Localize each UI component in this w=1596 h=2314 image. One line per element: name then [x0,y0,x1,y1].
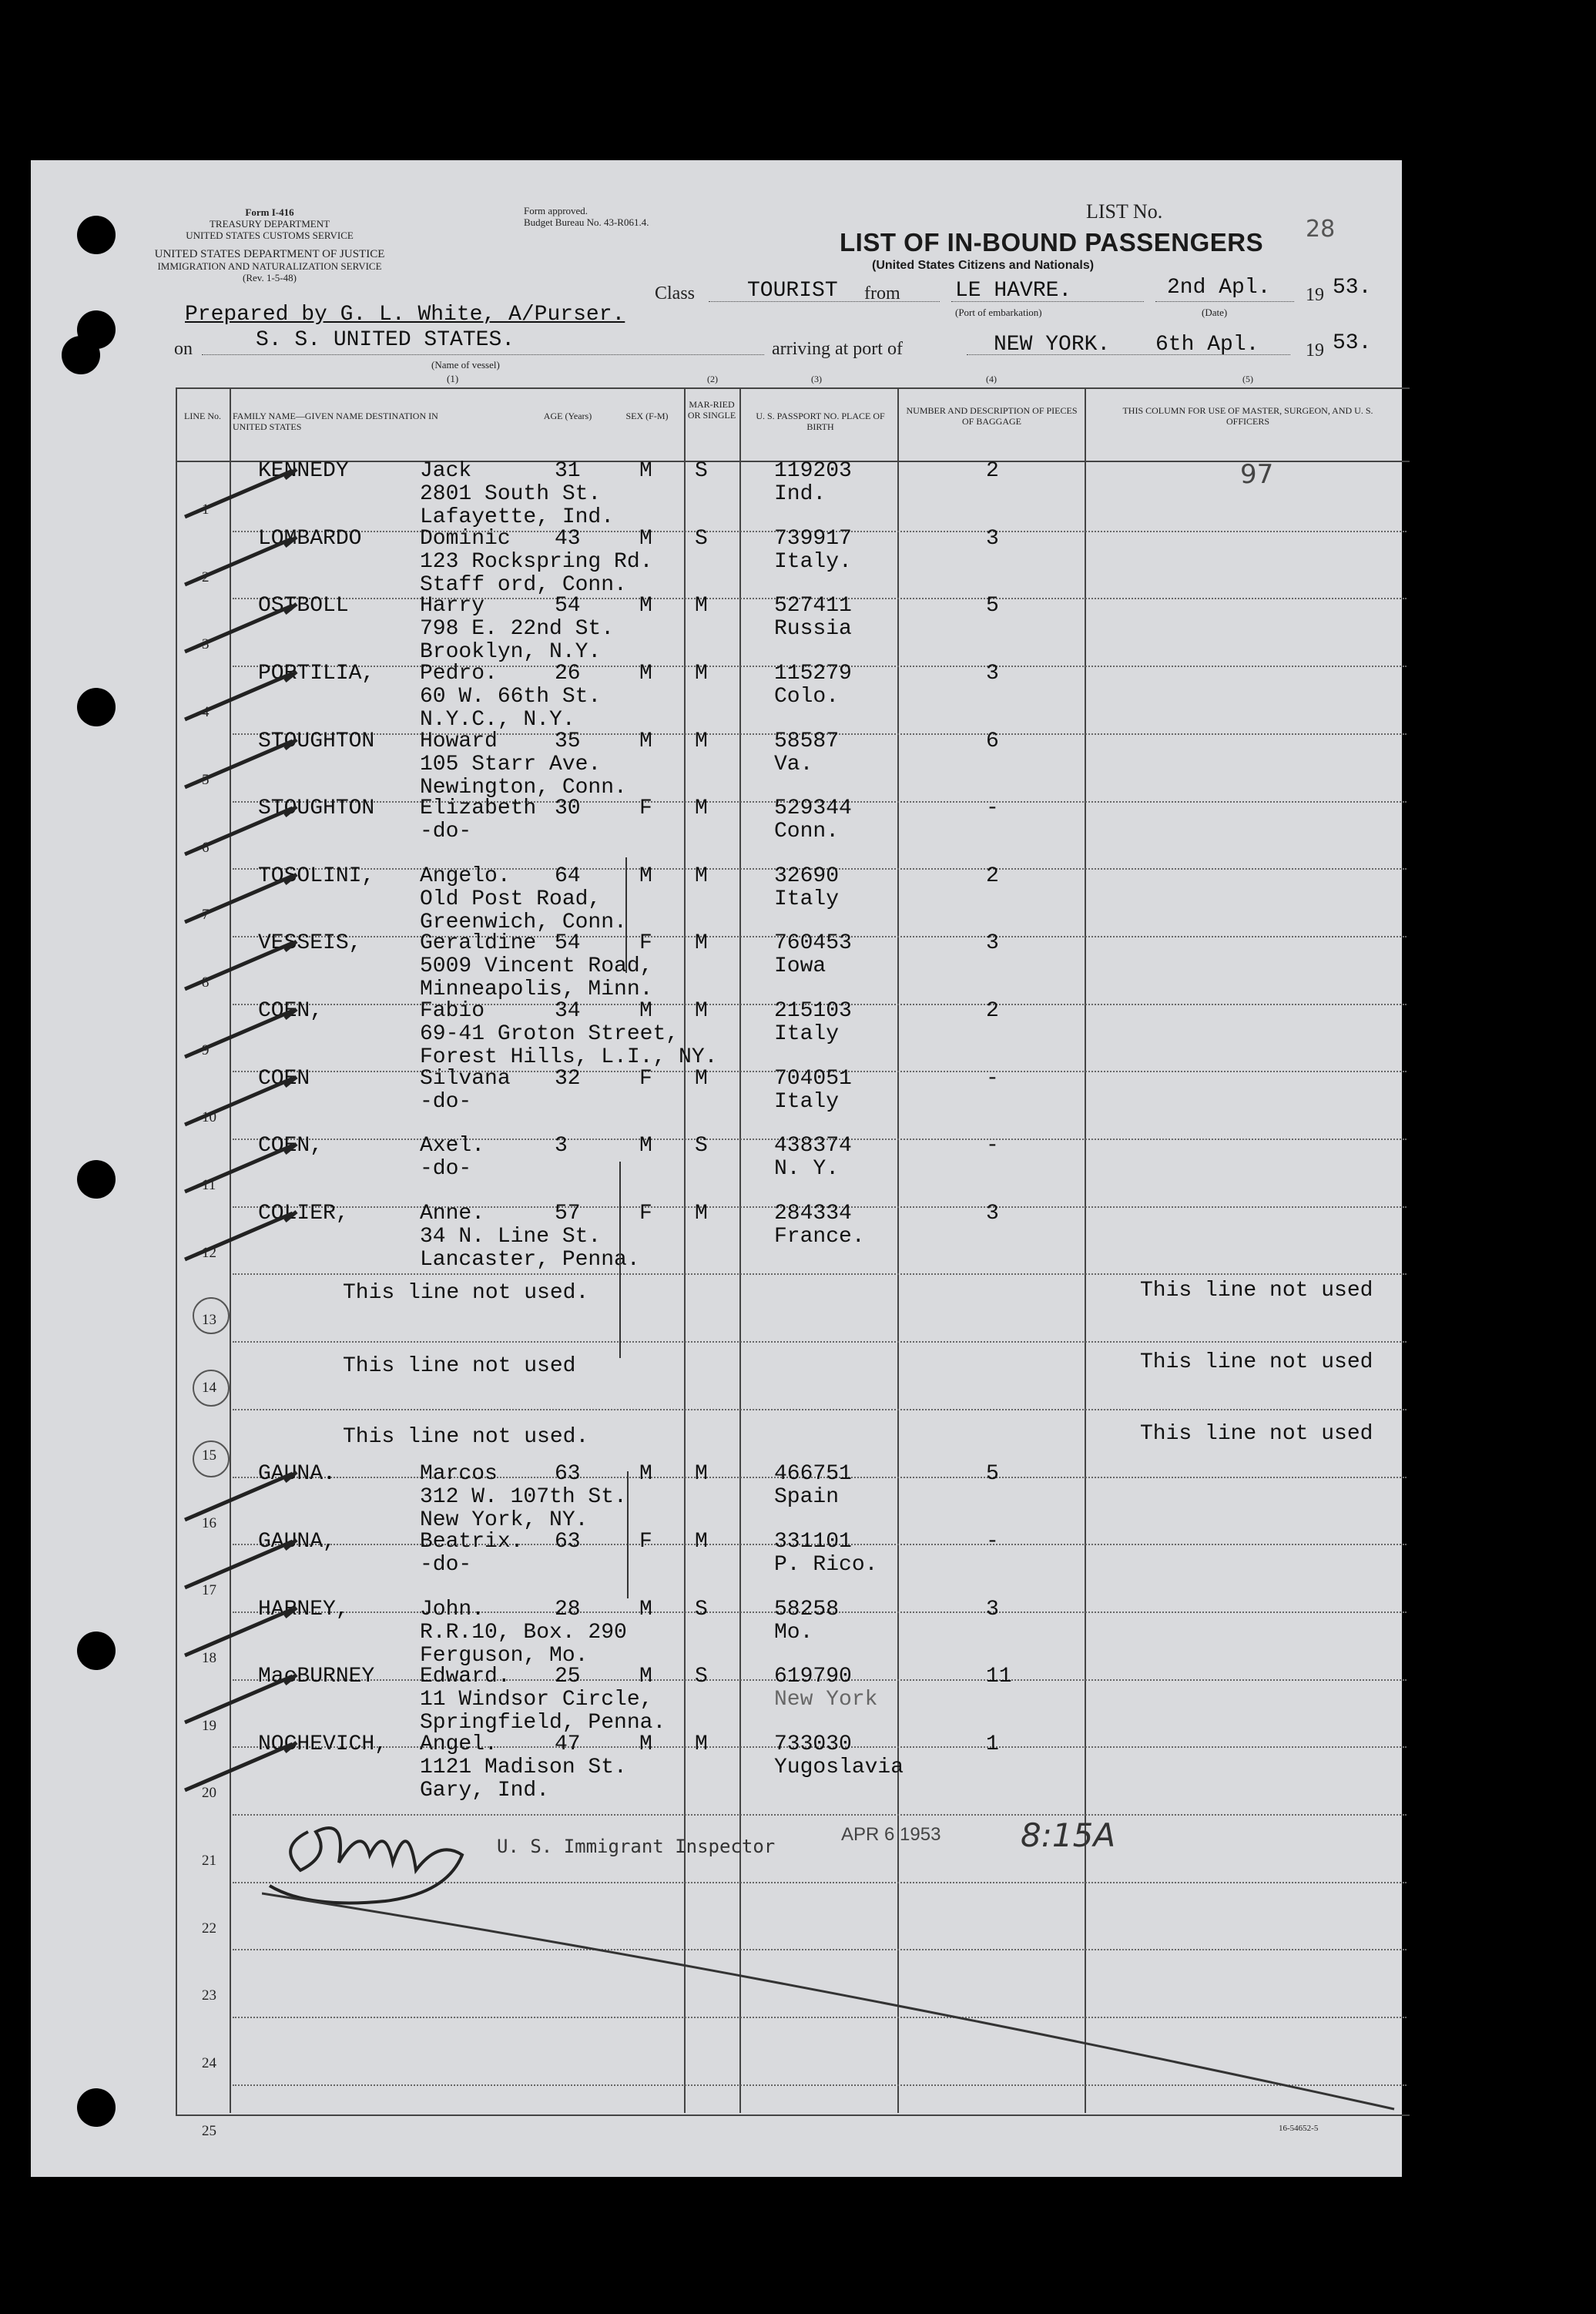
family-bracket [625,857,635,973]
class-rule [709,301,940,302]
address-line-1: Old Post Road, [420,887,602,911]
check-mark [177,935,331,997]
given-name: John. [420,1598,485,1621]
address-line-1: R.R.10, Box. 290 [420,1621,627,1645]
passport-number: 438374 [774,1134,852,1158]
place-of-birth: Ind. [774,482,826,506]
line-number: 8 [202,974,210,991]
baggage-count: 2 [986,864,999,888]
address-line-2: Greenwich, Conn. [420,911,627,934]
year-prefix: 19 [1306,285,1324,305]
address-line-2: Brooklyn, N.Y. [420,640,602,664]
address-line-2: Minneapolis, Minn. [420,978,653,1001]
given-name: Jack [420,459,472,483]
cancel-stroke [262,1886,1402,2117]
place-of-birth: Yugoslavia [774,1756,904,1779]
check-mark [177,1736,331,1798]
marital-status: M [695,729,708,753]
header-n3: (3) [811,374,822,384]
circle-mark [193,1440,230,1477]
baggage-count: 5 [986,594,999,618]
form-id: Form I-416 [245,206,294,218]
address-line-1: 105 Starr Ave. [420,753,602,776]
arrival-year: 53. [1333,331,1372,355]
dept-ins: IMMIGRATION AND NATURALIZATION SERVICE [157,260,382,272]
given-name: Anne. [420,1202,485,1226]
given-name: Harry [420,594,485,618]
baggage-count: - [986,1134,999,1158]
passport-number: 284334 [774,1202,852,1226]
sex: M [639,594,652,618]
age: 3 [555,1134,568,1158]
place-of-birth: Va. [774,753,813,776]
on-label: on [174,339,193,359]
header-baggage: NUMBER AND DESCRIPTION OF PIECES OF BAGGAGE [906,405,1078,427]
header-sex: SEX (F-M) [625,411,669,421]
place-of-birth: Spain [774,1485,840,1509]
given-name: Geraldine [420,931,537,955]
row-rule [233,1273,1407,1275]
manifest-page [31,160,1402,2177]
form-subtitle: (United States Citizens and Nationals) [872,259,1095,272]
header-passport: U. S. PASSPORT NO. PLACE OF BIRTH [756,411,885,432]
line-number: 21 [202,1853,216,1869]
age: 54 [555,931,581,955]
address-line-1: 5009 Vincent Road, [420,954,653,978]
baggage-count: - [986,1530,999,1554]
form-title: LIST OF IN-BOUND PASSENGERS [840,228,1264,257]
unused-line-15-right: This line not used [1140,1422,1373,1446]
punch-hole [77,1160,116,1199]
check-mark [177,1071,331,1132]
col-divider-baggage [897,389,899,2113]
port-arrival: NEW YORK. [994,333,1111,357]
marital-status: M [695,662,708,686]
marital-status: S [695,459,708,483]
family-name: HARNEY, [258,1598,349,1621]
given-name: Edward. [420,1665,511,1689]
address-line-2: Lafayette, Ind. [420,505,615,529]
age: 26 [555,662,581,686]
place-of-birth: Italy [774,1090,840,1114]
inspector-label: U. S. Immigrant Inspector [497,1836,776,1857]
header-n2: (2) [707,374,718,384]
baggage-count: 3 [986,662,999,686]
sex: F [639,796,652,820]
family-name: KENNEDY [258,459,349,483]
family-name: COEN, [258,1134,324,1158]
address-line-1: 798 E. 22nd St. [420,617,615,641]
baggage-count: 6 [986,729,999,753]
line-number: 6 [202,840,210,856]
family-name: COEN [258,1067,310,1091]
from-label: from [864,283,900,304]
place-of-birth: France. [774,1225,865,1249]
line-number: 10 [202,1109,216,1125]
passport-number: 760453 [774,931,852,955]
given-name: Angel. [420,1732,498,1756]
given-name: Marcos [420,1462,498,1486]
address-line-2: Springfield, Penna. [420,1711,666,1735]
marital-status: M [695,864,708,888]
address-line-1: -do- [420,1157,472,1181]
age: 47 [555,1732,581,1756]
family-name: PORTILIA, [258,662,375,686]
sex: M [639,864,652,888]
age: 28 [555,1598,581,1621]
passport-number: 58258 [774,1598,840,1621]
address-line-1: 123 Rockspring Rd. [420,550,653,574]
row-rule [233,1341,1407,1343]
given-name: Dominic [420,527,511,551]
header-name: FAMILY NAME—GIVEN NAME DESTINATION IN UNITED STATES [233,411,438,432]
address-line-1: 69-41 Groton Street, [420,1022,679,1046]
header-n4: (4) [986,374,997,384]
form-approval [524,205,649,228]
baggage-count: 2 [986,999,999,1023]
sex: F [639,1530,652,1554]
address-line-2: Ferguson, Mo. [420,1644,588,1668]
address-line-1: 34 N. Line St. [420,1225,602,1249]
line-number: 20 [202,1785,216,1801]
agency-header [139,206,401,283]
header-married: MAR-RIED OR SINGLE [687,399,736,421]
line-number: 3 [202,636,210,652]
address-line-2: N.Y.C., N.Y. [420,708,575,732]
line-number: 24 [202,2055,216,2071]
marital-status: M [695,1530,708,1554]
family-name: STOUGHTON [258,729,375,753]
given-name: Elizabeth [420,796,537,820]
place-of-birth: New York [774,1688,878,1712]
sex: M [639,459,652,483]
given-name: Howard [420,729,498,753]
punch-hole [62,336,100,374]
vessel-caption: (Name of vessel) [431,359,500,371]
line-number: 16 [202,1515,216,1531]
family-name: TOSOLINI, [258,864,375,888]
given-name: Angelo. [420,864,511,888]
family-name: COEN, [258,999,324,1023]
place-of-birth: N. Y. [774,1157,840,1181]
marital-status: S [695,1598,708,1621]
check-mark [177,463,331,525]
check-mark [177,666,331,727]
address-line-2: Forest Hills, L.I., NY. [420,1045,718,1069]
family-name: COLIER, [258,1202,349,1226]
age: 30 [555,796,581,820]
line-number: 7 [202,907,210,923]
port-rule [951,301,1144,302]
line-number: 23 [202,1987,216,2004]
punch-hole [77,216,116,254]
marital-status: S [695,1134,708,1158]
family-name: MacBURNEY [258,1665,375,1689]
passport-number: 115279 [774,662,852,686]
family-name: NOCHEVICH, [258,1732,388,1756]
address-line-1: 1121 Madison St. [420,1756,627,1779]
embark-date: 2nd Apl. [1167,276,1271,300]
form-number: 16-54652-5 [1279,2124,1319,2133]
passport-number: 733030 [774,1732,852,1756]
marital-status: M [695,594,708,618]
check-mark [177,868,331,930]
place-of-birth: Italy [774,887,840,911]
sex: M [639,1665,652,1689]
year-prefix-2: 19 [1306,340,1324,361]
line-number: 13 [202,1312,216,1328]
address-line-1: 11 Windsor Circle, [420,1688,653,1712]
budget-text: Budget Bureau No. 43-R061.4. [524,216,649,228]
given-name: Beatrix. [420,1530,524,1554]
marital-status: M [695,1462,708,1486]
unused-line-13: This line not used. [343,1281,589,1305]
sex: F [639,1067,652,1091]
check-mark [177,598,331,659]
check-mark [177,531,331,592]
passport-number: 215103 [774,999,852,1023]
family-name: GAUNA, [258,1530,336,1554]
header-n5: (5) [1242,374,1253,384]
unused-line-15: This line not used. [343,1425,589,1449]
baggage-count: 3 [986,1202,999,1226]
class-label: Class [655,283,696,304]
passport-number: 704051 [774,1067,852,1091]
circle-mark [193,1297,230,1334]
marital-status: M [695,931,708,955]
arrival-stamp-date: APR 6 1953 [841,1824,941,1845]
family-name: GAUNA. [258,1462,336,1486]
date-caption: (Date) [1202,307,1228,318]
circle-mark [193,1370,230,1407]
line-number: 1 [202,501,210,518]
line-number: 22 [202,1920,216,1937]
header-age: AGE (Years) [543,411,592,421]
age: 63 [555,1530,581,1554]
passport-number: 58587 [774,729,840,753]
sex: M [639,527,652,551]
vessel-rule [202,354,764,355]
dept-customs: UNITED STATES CUSTOMS SERVICE [186,230,354,241]
baggage-count: 1 [986,1732,999,1756]
age: 43 [555,527,581,551]
dept-justice: UNITED STATES DEPARTMENT OF JUSTICE [154,248,385,260]
given-name: Silvana [420,1067,511,1091]
family-bracket [619,1162,629,1358]
line-number: 25 [202,2123,216,2139]
address-line-2: New York, NY. [420,1508,588,1532]
marital-status: M [695,999,708,1023]
check-mark [177,800,331,862]
address-line-1: -do- [420,1553,472,1577]
check-mark [177,1466,331,1528]
arrival-rule [967,354,1290,355]
passport-number: 619790 [774,1665,852,1689]
age: 54 [555,594,581,618]
punch-hole [77,1632,116,1670]
sex: M [639,662,652,686]
header-line-no: LINE No. [184,411,221,421]
unused-line-14: This line not used [343,1354,576,1378]
port-embarkation-caption: (Port of embarkation) [955,307,1042,318]
date-rule [1155,301,1294,302]
line-number: 4 [202,704,210,720]
sex: M [639,1134,652,1158]
baggage-count: - [986,796,999,820]
arrival-date: 6th Apl. [1155,333,1259,357]
given-name: Axel. [420,1134,485,1158]
vessel-name: S. S. UNITED STATES. [256,328,515,352]
address-line-2: Newington, Conn. [420,776,627,800]
sex: M [639,1462,652,1486]
line-number: 12 [202,1245,216,1261]
place-of-birth: P. Rico. [774,1553,878,1577]
address-line-1: -do- [420,820,472,843]
check-mark [177,1601,331,1663]
line-number: 5 [202,772,210,788]
baggage-count: 5 [986,1462,999,1486]
punch-hole [77,2088,116,2127]
approved-text: Form approved. [524,205,588,216]
age: 31 [555,459,581,483]
passport-number: 466751 [774,1462,852,1486]
address-line-1: 312 W. 107th St. [420,1485,627,1509]
sex: M [639,729,652,753]
sex: F [639,931,652,955]
port-embarkation: LE HAVRE. [955,279,1072,303]
class-value: TOURIST [747,279,838,303]
marital-status: M [695,796,708,820]
marital-status: S [695,527,708,551]
family-name: VESSEIS, [258,931,362,955]
unused-line-14-right: This line not used [1140,1350,1373,1374]
passport-number: 32690 [774,864,840,888]
age: 25 [555,1665,581,1689]
sex: M [639,1732,652,1756]
list-no-label: LIST No. [1086,200,1163,223]
place-of-birth: Mo. [774,1621,813,1645]
passport-number: 529344 [774,796,852,820]
baggage-count: 2 [986,459,999,483]
age: 57 [555,1202,581,1226]
age: 32 [555,1067,581,1091]
line-number: 9 [202,1042,210,1058]
given-name: Pedro. [420,662,498,686]
dept-treasury: TREASURY DEPARTMENT [209,218,330,230]
check-mark [177,1206,331,1267]
arriving-label: arriving at port of [772,339,903,359]
address-line-1: -do- [420,1090,472,1114]
address-line-2: Lancaster, Penna. [420,1248,640,1272]
age: 35 [555,729,581,753]
baggage-count: 3 [986,1598,999,1621]
list-number: 28 [1306,216,1336,243]
col1-caption: (1) [447,373,459,384]
family-name: STOUGHTON [258,796,375,820]
address-line-2: Gary, Ind. [420,1779,550,1803]
place-of-birth: Italy. [774,550,852,574]
check-mark [177,1534,331,1595]
embark-year: 53. [1333,276,1372,300]
age: 63 [555,1462,581,1486]
check-mark [177,1668,331,1730]
marital-status: S [695,1665,708,1689]
address-line-2: Staff ord, Conn. [420,573,627,597]
baggage-count: 3 [986,931,999,955]
marital-status: M [695,1067,708,1091]
place-of-birth: Colo. [774,685,840,709]
marital-status: M [695,1732,708,1756]
baggage-count: 3 [986,527,999,551]
passport-number: 119203 [774,459,852,483]
family-bracket [627,1471,636,1598]
place-of-birth: Conn. [774,820,840,843]
address-line-1: 2801 South St. [420,482,602,506]
marital-status: M [695,1202,708,1226]
check-mark [177,1003,331,1065]
prepared-by: Prepared by G. L. White, A/Purser. [185,303,625,327]
age: 34 [555,999,581,1023]
sex: M [639,999,652,1023]
check-mark [177,1138,331,1199]
line-number: 2 [202,569,210,585]
row-rule [233,1409,1407,1410]
sex: M [639,1598,652,1621]
unused-line-13-right: This line not used [1140,1279,1373,1303]
address-line-1: 60 W. 66th St. [420,685,602,709]
line-number: 19 [202,1718,216,1734]
place-of-birth: Iowa [774,954,826,978]
header-officers: THIS COLUMN FOR USE OF MASTER, SURGEON, AND U. S. OFFICERS [1122,405,1373,427]
age: 64 [555,864,581,888]
family-name: LOMBARDO [258,527,362,551]
arrival-stamp-time: 8:15A [1021,1816,1116,1854]
baggage-count: 11 [986,1665,1012,1689]
line-number: 18 [202,1650,216,1666]
passport-number: 527411 [774,594,852,618]
place-of-birth: Russia [774,617,852,641]
form-revision: (Rev. 1-5-48) [243,272,297,283]
sex: F [639,1202,652,1226]
line-number: 11 [202,1177,216,1193]
officer-note: 97 [1240,459,1274,490]
line-number: 14 [202,1380,216,1396]
punch-hole [77,688,116,726]
baggage-count: - [986,1067,999,1091]
line-number: 15 [202,1447,216,1464]
passport-number: 331101 [774,1530,852,1554]
col-divider-officers [1085,389,1086,2113]
given-name: Fabio [420,999,485,1023]
family-name: OSTBOLL [258,594,349,618]
place-of-birth: Italy [774,1022,840,1046]
check-mark [177,733,331,795]
line-number: 17 [202,1582,216,1598]
passport-number: 739917 [774,527,852,551]
